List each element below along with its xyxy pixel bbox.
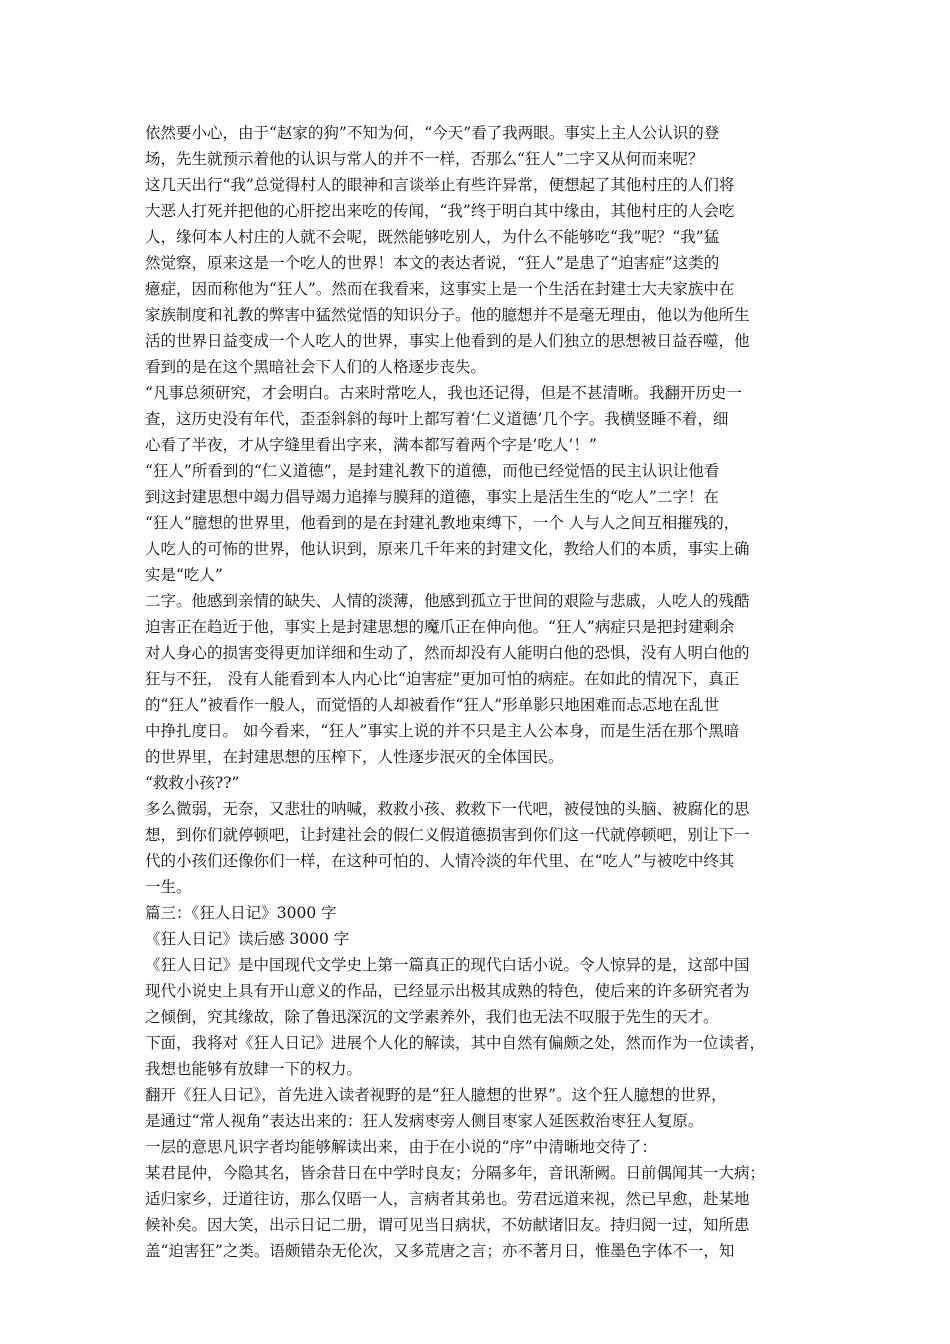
text-line: 想，到你们就停顿吧，让封建社会的假仁义假道德损害到你们这一代就停顿吧，别让下一 — [145, 826, 750, 844]
text-line: “救救小孩??” — [145, 774, 240, 792]
text-line: “狂人”所看到的“仁义道德”，是封建礼教下的道德，而他已经觉悟的民主认识让他看 — [145, 462, 720, 480]
text-line: 适归家乡，迂道往访，那么仅晤一人，言病者其弟也。劳君远道来视，然已早愈，赴某地 — [145, 1190, 750, 1208]
text-line: 癔症，因而称他为“狂人”。然而在我看来，这事实上是一个生活在封建士大夫家族中在 — [145, 280, 735, 298]
text-line: 二字。他感到亲情的缺失、人情的淡薄，他感到孤立于世间的艰险与悲戚，人吃人的残酷 — [145, 592, 750, 610]
text-line: 查，这历史没有年代，歪歪斜斜的每叶上都写着‘仁义道德’几个字。我横竖睡不着，细 — [145, 410, 729, 428]
text-line: 这几天出行“我”总觉得村人的眼神和言谈举止有些许异常，便想起了其他村庄的人们将 — [145, 176, 735, 194]
text-line: 到这封建思想中竭力倡导竭力追捧与膜拜的道德，事实上是活生生的“吃人”二字！在 — [145, 488, 719, 506]
text-line: 对人身心的损害变得更加详细和生动了，然而却没有人能明白他的恐惧，没有人明白他的 — [145, 644, 750, 662]
text-line: 的“狂人”被看作一般人，而觉悟的人却被看作“狂人”形单影只地困难而忐忑地在乱世 — [145, 696, 720, 714]
text-line: 然觉察，原来这是一个吃人的世界！本文的表达者说，“狂人”是患了“迫害症”这类的 — [145, 254, 720, 272]
text-line: 一层的意思凡识字者均能够解读出来，由于在小说的“序”中清晰地交待了： — [145, 1138, 657, 1156]
text-line: 《狂人日记》是中国现代文学史上第一篇真正的现代白话小说。令人惊异的是，这部中国 — [145, 956, 750, 974]
text-line: 某君昆仲，今隐其名，皆余昔日在中学时良友；分隔多年，音讯渐阙。日前偶闻其一大病； — [145, 1164, 766, 1182]
text-line: 是通过“常人视角”表达出来的：狂人发病枣旁人侧目枣家人延医救治枣狂人复原。 — [145, 1112, 704, 1130]
text-line: 的世界里，在封建思想的压榨下，人性逐步泯灭的全体国民。 — [145, 748, 564, 766]
section-subheading: 《狂人日记》读后感 3000 字 — [145, 930, 350, 948]
text-line: 人，缘何本人村庄的人就不会呢，既然能够吃别人，为什么不能够吃“我”呢？“我”猛 — [145, 228, 720, 246]
text-line: 代的小孩们还像你们一样，在这种可怕的、人情冷淡的年代里、在“吃人”与被吃中终其 — [145, 852, 735, 870]
text-line: 一生。 — [145, 878, 192, 896]
text-line: 场，先生就预示着他的认识与常人的并不一样，否那么“狂人”二字又从何而来呢？ — [145, 150, 704, 168]
text-line: 下面，我将对《狂人日记》进展个人化的解读，其中自然有偏颇之处，然而作为一位读者， — [145, 1034, 766, 1052]
text-line: 狂与不狂， 没有人能看到本人内心比“迫害症”更加可怕的病症。在如此的情况下，真正 — [145, 670, 740, 688]
text-line: 之倾倒，究其缘故，除了鲁迅深沉的文学素养外，我们也无法不叹服于先生的天才。 — [145, 1008, 719, 1026]
text-line: 候补矣。因大笑，出示日记二册，谓可见当日病状，不妨献诸旧友。持归阅一过，知所患 — [145, 1216, 750, 1234]
text-line: 心看了半夜，才从字缝里看出字来，满本都写着两个字是’吃人’！” — [145, 436, 597, 454]
text-line: “凡事总须研究，才会明白。古来时常吃人，我也还记得，但是不甚清晰。我翻开历史一 — [145, 384, 742, 402]
text-line: 看到的是在这个黑暗社会下人们的人格逐步丧失。 — [145, 358, 487, 376]
text-line: 人吃人的可怖的世界，他认识到，原来几千年来的封建文化，教给人们的本质，事实上确 — [145, 540, 750, 558]
text-line: 依然要小心，由于“赵家的狗”不知为何，“今天”看了我两眼。事实上主人公认识的登 — [145, 124, 720, 142]
text-line: 家族制度和礼教的弊害中猛然觉悟的知识分子。他的臆想并不是毫无理由，他以为他所生 — [145, 306, 750, 324]
text-line: 活的世界日益变成一个人吃人的世界，事实上他看到的是人们独立的思想被日益吞噬，他 — [145, 332, 750, 350]
section-heading: 篇三：《狂人日记》3000 字 — [145, 904, 337, 922]
text-line: 现代小说史上具有开山意义的作品，已经显示出极其成熟的特色，使后来的许多研究者为 — [145, 982, 750, 1000]
text-line: 实是“吃人” — [145, 566, 223, 584]
text-line: 中挣扎度日。 如今看来，“狂人”事实上说的并不只是主人公本身，而是生活在那个黑暗 — [145, 722, 740, 740]
text-line: 迫害正在趋近于他，事实上是封建思想的魔爪正在伸向他。“狂人”病症只是把封建剩余 — [145, 618, 735, 636]
document-body — [145, 120, 815, 1264]
text-line: 大恶人打死并把他的心肝挖出来吃的传闻，“我”终于明白其中缘由，其他村庄的人会吃 — [145, 202, 735, 220]
text-line: “狂人”臆想的世界里，他看到的是在封建礼教地束缚下，一个 人与人之间互相摧残的， — [145, 514, 740, 532]
text-line: 多么微弱，无奈，又悲壮的呐喊，救救小孩、救救下一代吧，被侵蚀的头脑、被腐化的思 — [145, 800, 750, 818]
text-line: 翻开《狂人日记》，首先进入读者视野的是“狂人臆想的世界”。这个狂人臆想的世界， — [145, 1086, 727, 1104]
text-line: 盖“迫害狂”之类。语颇错杂无伦次，又多荒唐之言；亦不著月日，惟墨色字体不一，知 — [145, 1242, 735, 1260]
text-line: 我想也能够有放肆一下的权力。 — [145, 1060, 363, 1078]
